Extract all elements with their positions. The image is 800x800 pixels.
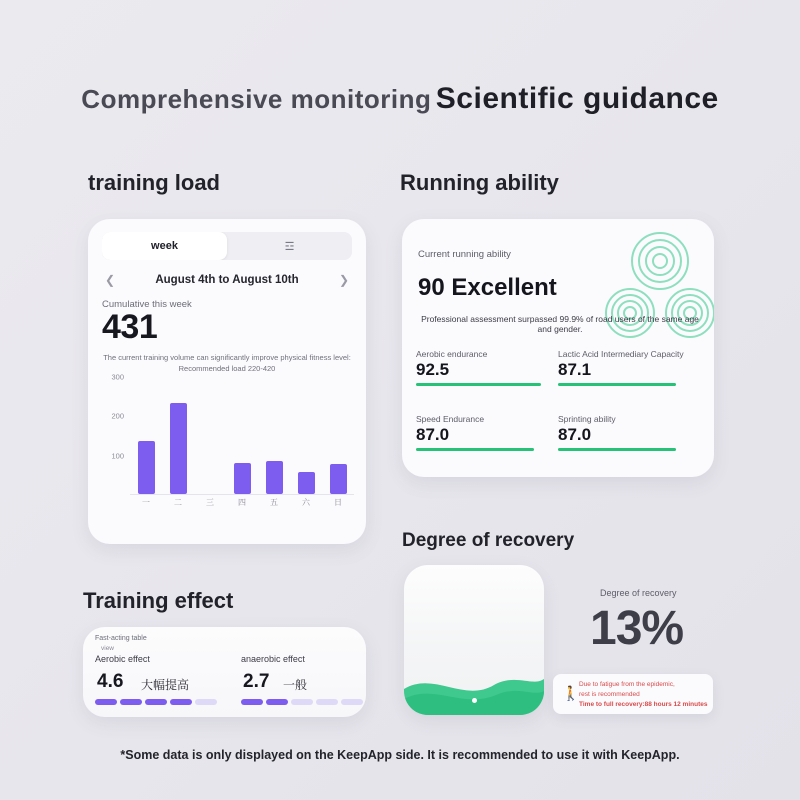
section-title-degree-of-recovery: Degree of recovery [402,530,575,551]
running-metric-name: Aerobic endurance [416,349,488,359]
chart-x-axis [130,497,354,513]
anaerobic-effect-value: 2.7 [243,671,270,692]
chart-bar [138,441,155,494]
running-metric-bar [416,383,541,386]
running-ability-description: Professional assessment surpassed 99.9% of road users of the same age and gender. [421,314,699,334]
scale-indicator-dot [472,698,477,703]
running-metric-name: Sprinting ability [558,414,616,424]
chart-x-tick: 五 [270,498,278,507]
running-metric [416,414,552,451]
week-navigator [102,269,352,291]
effect-pip [145,699,167,705]
chart-bar [330,464,347,494]
alert-person-icon: 🚶 [562,685,580,701]
running-metric-value: 92.5 [416,360,450,379]
aerobic-effect-tag: 大幅提高 [141,678,190,692]
current-running-ability-label: Current running ability [418,249,511,260]
header-bold-text: Scientific guidance [435,82,719,115]
cumulative-value: 431 [102,308,158,346]
training-load-card [88,219,366,544]
chart-bar [234,463,251,494]
weekly-load-bar-chart [102,372,354,517]
chart-y-tick: 100 [111,451,124,461]
training-effect-card [83,627,366,717]
chart-y-axis [102,372,128,495]
effect-pip [241,699,263,705]
effect-pip [195,699,217,705]
warning-line-1: Due to fatigue from the epidemic, [579,681,675,688]
smart-scale-icon [404,565,544,715]
running-metric-bar [558,448,676,451]
running-metric-value: 87.1 [558,360,592,379]
anaerobic-effect-pips [241,699,363,705]
section-title-training-effect: Training effect [83,588,234,613]
effect-pip [291,699,313,705]
segment-calendar[interactable] [227,232,352,260]
running-metric [558,414,694,451]
running-metric-bar [416,448,534,451]
effect-pip [266,699,288,705]
chevron-right-icon[interactable]: ❯ [338,273,350,287]
chart-bar [298,472,315,494]
period-segmented-control[interactable] [102,232,352,260]
chart-x-tick: 日 [334,498,342,507]
running-metric-name: Speed Endurance [416,414,485,424]
section-title-running-ability: Running ability [400,170,559,195]
running-metric [558,349,694,386]
segment-week[interactable]: week [102,232,227,260]
chart-plot-area [130,377,354,495]
week-range-label: August 4th to August 10th [155,274,299,286]
running-metric-value: 87.0 [558,425,592,444]
effect-pip [120,699,142,705]
chart-bar [266,461,283,494]
chart-bar [170,403,187,494]
chart-x-tick: 二 [174,498,182,507]
load-note [102,352,352,375]
section-title-training-load: training load [88,170,220,195]
running-ability-score: 90 Excellent [418,274,557,301]
aerobic-effect-label: Aerobic effect [95,654,150,664]
effect-pip [95,699,117,705]
effect-pip [170,699,192,705]
running-ability-card [402,219,714,477]
warning-line-2: rest is recommended [579,691,640,698]
calendar-icon: ☲ [284,240,295,253]
aerobic-effect-value: 4.6 [97,671,124,692]
effect-pip [341,699,363,705]
chart-x-tick: 一 [142,498,150,507]
running-metric-bar [558,383,676,386]
effect-pip [316,699,338,705]
page-header [0,82,800,116]
chart-x-tick: 六 [302,498,310,507]
rings-decoration-icon [590,227,714,362]
header-light-text: Comprehensive monitoring [81,84,432,114]
scale-wave-shape [404,669,544,715]
recovery-warning-card [553,674,713,714]
anaerobic-effect-tag: 一般 [283,678,308,692]
load-note-line1: The current training volume can significantly improve physical fitness level: [103,353,351,362]
footer-note: *Some data is only displayed on the KeepApp side. It is recommended to use it with KeepApp. [120,748,680,762]
running-metric-value: 87.0 [416,425,450,444]
recovery-label: Degree of recovery [600,588,677,598]
chart-x-tick: 四 [238,498,246,507]
aerobic-effect-pips [95,699,217,705]
chart-y-tick: 200 [111,411,124,421]
chevron-left-icon[interactable]: ❮ [104,273,116,287]
view-link[interactable]: view [101,645,115,652]
anaerobic-effect-label: anaerobic effect [241,654,305,664]
running-metric-name: Lactic Acid Intermediary Capacity [558,349,684,359]
cumulative-label: Cumulative this week [102,299,192,310]
chart-y-tick: 300 [111,372,124,382]
fast-acting-table-label: Fast-acting table [95,635,147,642]
warning-line-3: Time to full recovery:88 hours 12 minutes [579,701,708,708]
running-metric [416,349,552,386]
load-note-line2: Recommended load 220-420 [178,364,276,374]
recovery-value: 13% [590,602,684,655]
chart-x-tick: 三 [206,498,214,507]
